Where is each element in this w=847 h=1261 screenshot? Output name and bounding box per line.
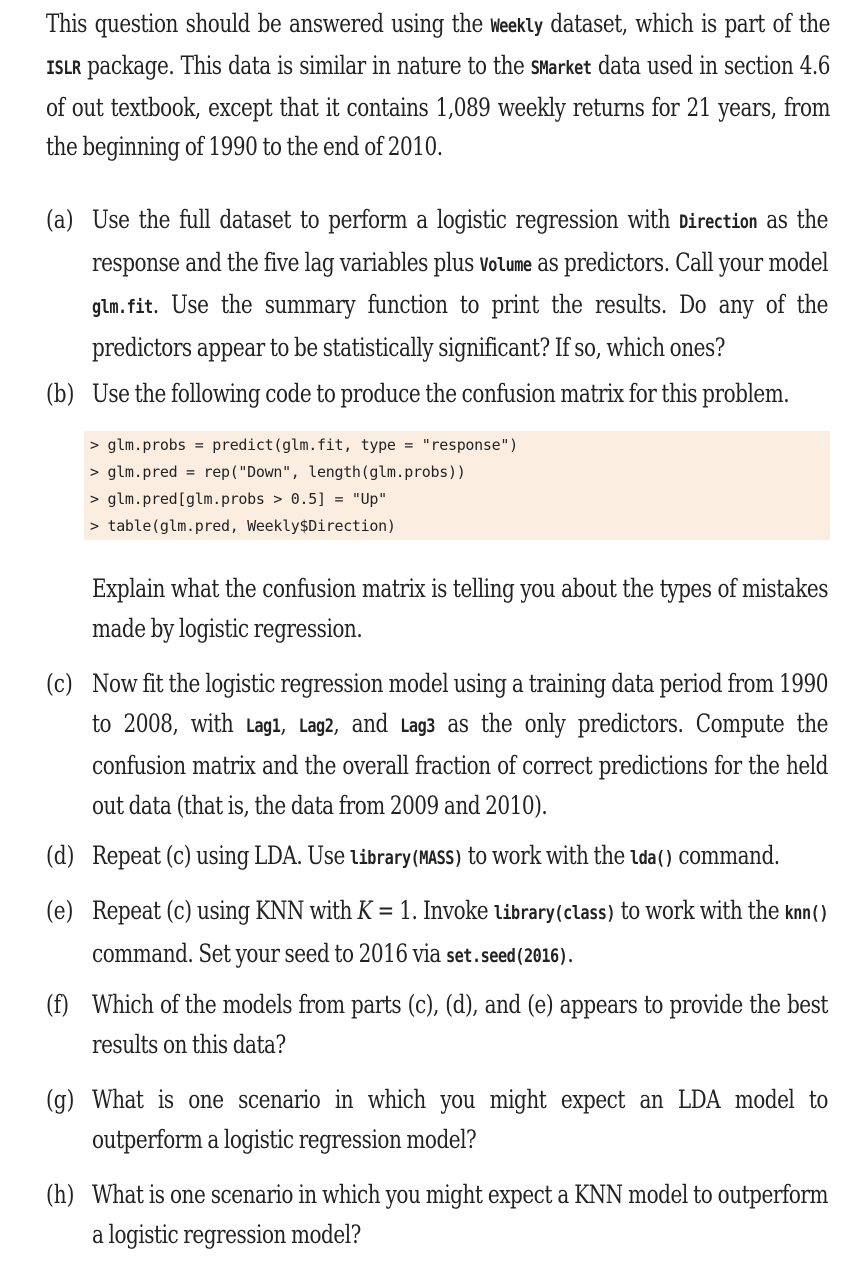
code-line: > table(glm.pred, Weekly$Direction)	[90, 517, 396, 535]
text: Repeat (c) using KNN with	[92, 896, 358, 925]
text: Use the full dataset to perform a logistic regression with	[92, 205, 680, 234]
code-block	[84, 431, 830, 540]
text: . Use the summary function to print the results. Do any of the predictors appear to be statistically significant? If so, which ones?	[92, 290, 828, 362]
intro-text: This question should be answered using the	[46, 9, 491, 38]
text: Repeat (c) using LDA. Use	[92, 841, 350, 870]
text: , and	[333, 708, 401, 738]
inline-code: glm.fit	[92, 296, 153, 318]
intro-text: package. This data is similar in nature to the	[80, 51, 531, 80]
inline-code: ISLR	[46, 57, 81, 79]
part-label: (g)	[46, 1085, 75, 1114]
part-b-explain: Explain what the confusion matrix is telling you about the types of mistakes made by logistic regression.	[92, 574, 828, 643]
part-d-text	[92, 836, 828, 879]
text: command. Set your seed to 2016 via	[92, 938, 446, 968]
inline-code: Volume	[479, 253, 532, 276]
text: as the only predictors. Compute the confusion matrix and the overall fraction of correct predictions for the held out data (that is, the data from 2009 and 2010).	[92, 708, 828, 820]
inline-code: lda()	[629, 847, 674, 869]
code-line: > glm.pred = rep("Down", length(glm.probs))	[90, 463, 466, 481]
part-e-text	[92, 891, 828, 976]
part-a-text	[92, 200, 828, 367]
part-label: (c)	[46, 669, 73, 698]
part-f-text: Which of the models from parts (c), (d), and (e) appears to provide the best results on this data?	[92, 990, 828, 1059]
text: command.	[673, 841, 780, 870]
inline-code: SMarket	[530, 57, 592, 79]
inline-code: Lag2	[298, 714, 334, 737]
text: ,	[280, 708, 299, 738]
code-line: > glm.pred[glm.probs > 0.5] = "Up"	[90, 490, 387, 508]
text: .	[567, 938, 574, 968]
text: to work with the	[615, 896, 785, 925]
inline-code: Lag3	[400, 714, 435, 737]
inline-code: knn()	[784, 902, 828, 924]
inline-code: library(class)	[493, 902, 616, 924]
part-label: (f)	[46, 990, 70, 1019]
inline-code: Weekly	[490, 15, 543, 37]
code-line: > glm.probs = predict(glm.fit, type = "response")	[90, 436, 518, 454]
part-label: (e)	[46, 896, 74, 925]
inline-code: Lag1	[245, 714, 281, 737]
part-label: (d)	[46, 841, 75, 870]
text: Now fit the logistic regression model using a training data period from 1990 to 2008, with	[92, 669, 828, 738]
text: to work with the	[462, 841, 630, 870]
part-g-text: What is one scenario in which you might expect an LDA model to outperform a logistic regression model?	[92, 1085, 828, 1154]
part-c-text	[92, 664, 828, 825]
intro-text: data used in section 4.6 of out textbook, except that it contains 1,089 weekly returns for 21 years, from the beginning of 1990 to the end of 2010.	[46, 51, 831, 161]
part-h-text: What is one scenario in which you might expect a KNN model to outperform a logistic regression model?	[92, 1180, 828, 1249]
intro-text: dataset, which is part of the	[542, 9, 831, 38]
problem-page	[46, 0, 831, 1249]
part-label: (a)	[46, 205, 74, 234]
inline-code: Direction	[679, 211, 758, 233]
text: as the response and the five lag variables plus	[92, 205, 828, 277]
math-variable: K	[357, 896, 372, 925]
part-label: (b)	[46, 379, 75, 408]
part-b-text: Use the following code to produce the confusion matrix for this problem.	[92, 379, 790, 408]
part-label: (h)	[46, 1180, 75, 1209]
inline-code: set.seed(2016)	[445, 944, 568, 967]
intro-paragraph	[46, 4, 830, 166]
inline-code: library(MASS)	[349, 847, 463, 869]
text: as predictors. Call your model	[531, 247, 829, 277]
text: = 1. Invoke	[371, 896, 494, 925]
